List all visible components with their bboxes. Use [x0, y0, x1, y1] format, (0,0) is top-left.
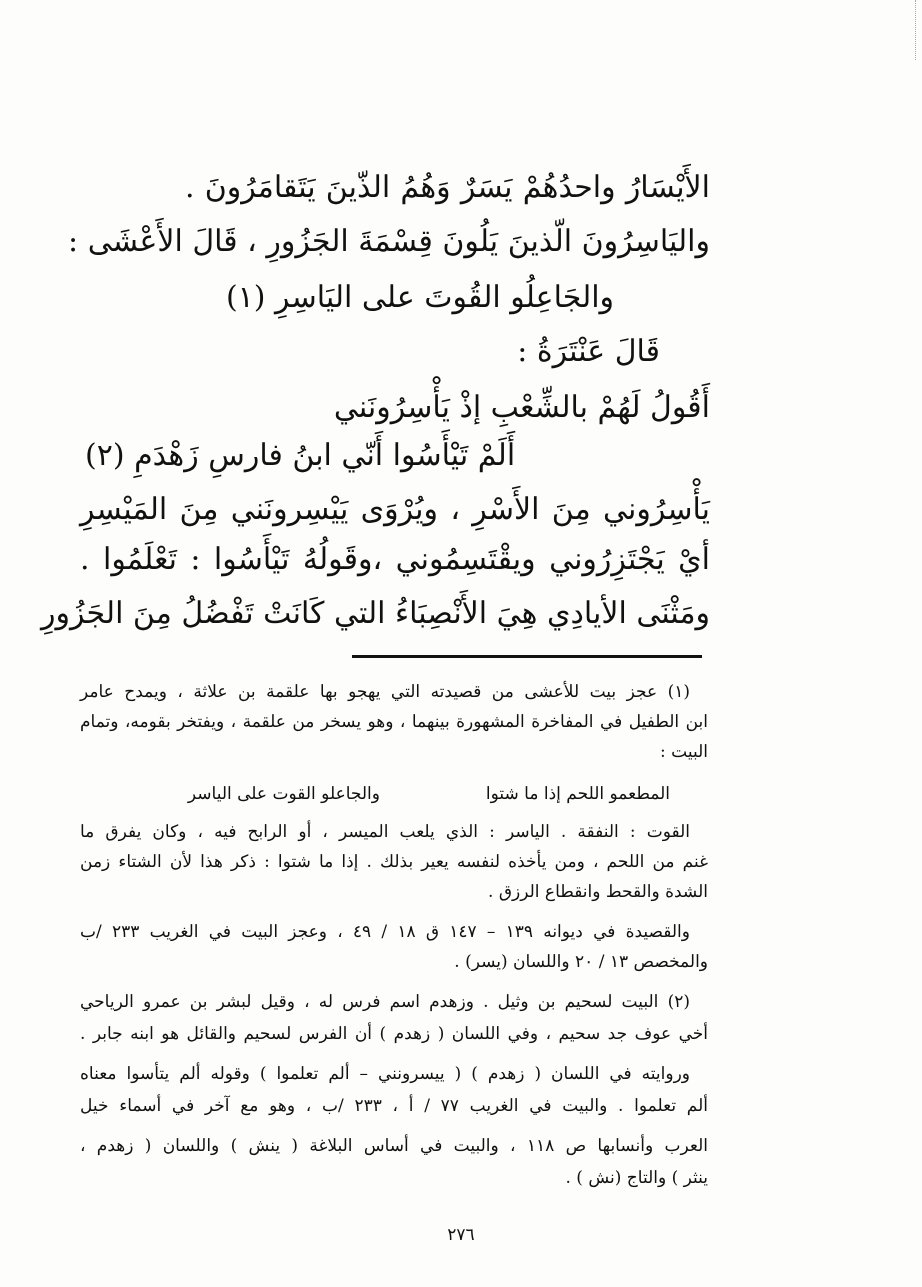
main-text-line-2: واليَاسِرُونَ الّذينَ يَلُونَ قِسْمَةَ الجَزُورِ ، قَالَ الأَعْشَى : — [68, 224, 710, 259]
footnote-para-2-line-2: غنم من اللحم ، ومن يأخذه لنفسه يعير بذلك . إذا ما شتوا : ذكر هذا لأن الشتاء زمن — [80, 852, 708, 872]
footnote-para-3-line-1: والقصيدة في ديوانه ١٣٩ – ١٤٧ ق ١٨ / ٤٩ ، وعجز البيت في الغريب ٢٣٣ /ب — [80, 922, 690, 942]
footnote-para-5-line-1: وروايته في اللسان ( زهدم ) ( ييسرونني – ألم تعلموا ) وقوله ألم يتأسوا معناه — [80, 1064, 690, 1084]
footnote-para-2-line-1: القوت : النفقة . الياسر : الذي يلعب الميسر ، أو الرابح فيه ، وكان يفرق ما — [80, 822, 690, 842]
footnote-1-line-2: ابن الطفيل في المفاخرة المشهورة بينهما ، وهو يسخر من علقمة ، ويفتخر بقومه، وتمام — [80, 712, 708, 732]
main-text-line-1: الأَيْسَارُ واحدُهُمْ يَسَرٌ وَهُمُ الذّينَ يَتَقامَرُونَ . — [185, 170, 710, 205]
footnote-2-line-1: (٢) البيت لسحيم بن وثيل . وزهدم اسم فرس له ، وقيل لبشر بن عمرو الرياحي — [80, 992, 690, 1012]
verse-line-3: أَلَمْ تَيْأَسُوا أَنّي ابنُ فارسِ زَهْدَمِ (٢) — [85, 438, 516, 473]
scan-edge-mark — [901, 0, 916, 60]
verse-line-1: والجَاعِلُو القُوتَ على اليَاسِرِ (١) — [225, 280, 615, 315]
verse-line-2: أَقُولُ لَهُمْ بالشِّعْبِ إذْ يَأْسِرُونَني — [333, 390, 710, 425]
footnote-para-2-line-3: الشدة والقحط وانقطاع الرزق . — [488, 882, 708, 902]
footnote-para-5-line-2: ألم تعلموا . والبيت في الغريب ٧٧ / أ ، ٢٣٣ /ب ، وهو مع آخر في أسماء خيل — [80, 1096, 708, 1116]
footnote-para-5-line-3: العرب وأنسابها ص ١١٨ ، والبيت في أساس البلاغة ( ينش ) واللسان ( زهدم ، — [80, 1136, 708, 1156]
footnote-para-5-line-4: ينثر ) والتاج (نش ) . — [565, 1168, 708, 1188]
footnote-1-line-3: البيت : — [660, 742, 708, 762]
footnote-verse-first-hemistich: المطعمو اللحم إذا ما شتوا — [485, 784, 670, 804]
footnote-2-line-2: أخي عوف جد سحيم ، وفي اللسان ( زهدم ) أن الفرس لسحيم والقائل هو ابنه جابر . — [80, 1024, 708, 1044]
main-text-line-9: ومَثْنَى الأيادِي هِيَ الأَنْصِبَاءُ التي كَانَتْ تَفْضُلُ مِنَ الجَزُورِ — [41, 596, 710, 631]
page-number: ٢٧٦ — [447, 1225, 475, 1245]
main-text-line-8: أيْ يَجْتَزِرُوني ويقْتَسِمُوني ،وقَولُهُ تَيْأَسُوا : تَعْلَمُوا . — [80, 542, 710, 577]
main-text-line-7: يَأْسِرُوني مِنَ الأَسْرِ ، ويُرْوَى يَيْسِرونَني مِنَ المَيْسِرِ — [80, 492, 710, 527]
main-text-line-4: قَالَ عَنْتَرَةُ : — [517, 334, 660, 369]
footnote-para-3-line-2: والمخصص ١٣ / ٢٠ واللسان (يسر) . — [454, 952, 708, 972]
footnote-separator — [352, 655, 702, 658]
footnote-verse-second-hemistich: والجاعلو القوت على الياسر — [187, 784, 380, 804]
footnote-1-line-1: (١) عجز بيت للأعشى من قصيدته التي يهجو بها علقمة بن علاثة ، ويمدح عامر — [80, 682, 690, 702]
